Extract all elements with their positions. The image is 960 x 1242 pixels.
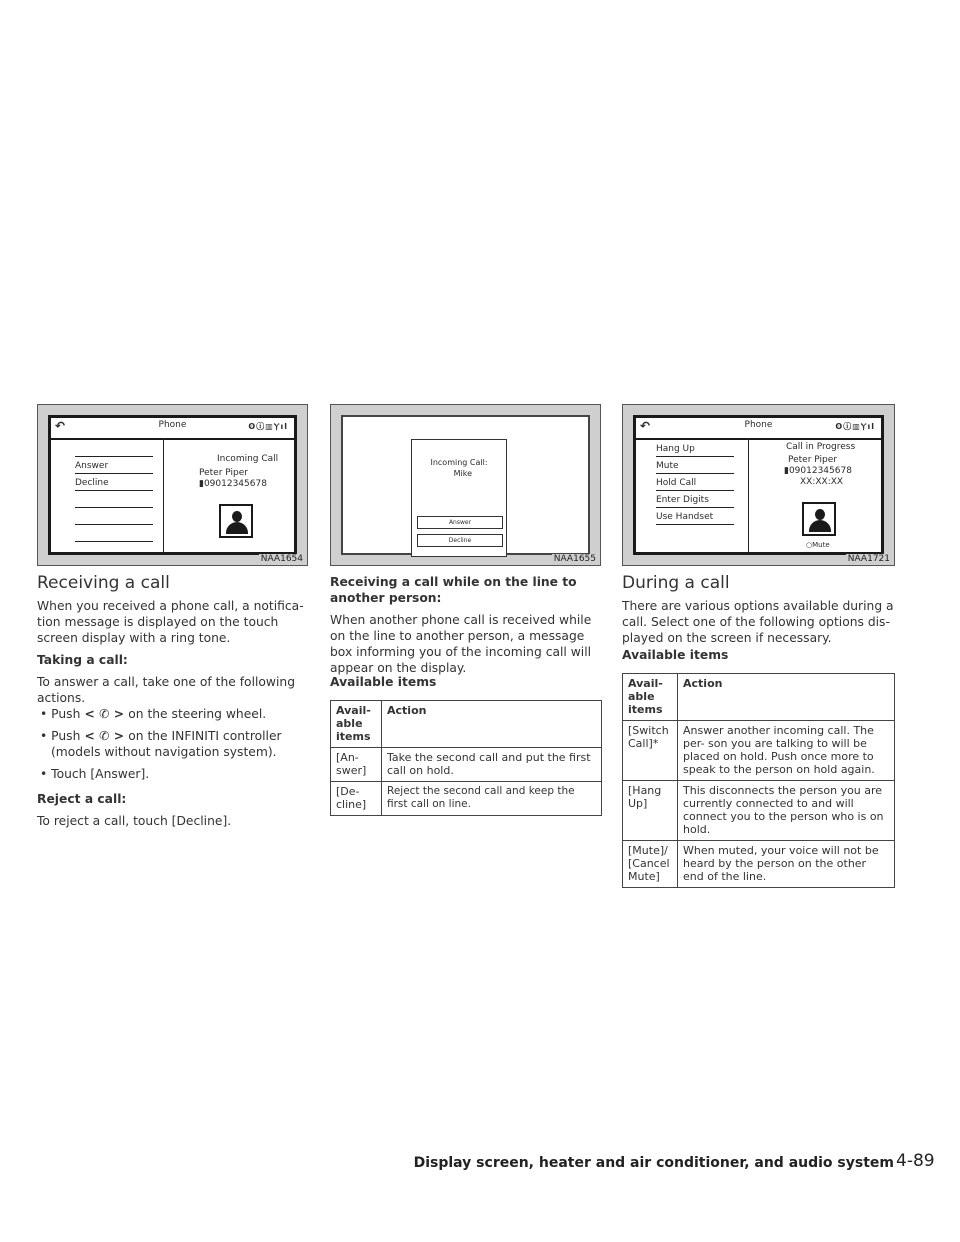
mute-label: ○Mute xyxy=(806,541,830,549)
caller-number: ▮09012345678 xyxy=(784,466,852,476)
table-cell: When muted, your voice will not be heard by the person on the other end of the line. xyxy=(678,841,895,888)
bullet-steering: • Push < ✆ > on the steering wheel. xyxy=(40,707,267,721)
footer-section-title: Display screen, heater and air conditioner, and audio system xyxy=(413,1155,894,1171)
caller-name: Peter Piper xyxy=(199,468,248,478)
divider xyxy=(163,438,164,552)
avatar-icon xyxy=(219,504,253,538)
screen-title: Phone xyxy=(158,420,187,430)
mute-text: Mute xyxy=(812,541,830,549)
phone-screen xyxy=(341,415,590,555)
phone-title-bar xyxy=(636,418,881,440)
bullet-text: Push xyxy=(51,707,81,721)
answer-button: Answer xyxy=(417,516,503,529)
table-header: Avail- able items xyxy=(331,701,382,748)
taking-heading: Taking a call: xyxy=(37,653,128,667)
table-header: Action xyxy=(382,701,602,748)
bullet-controller: • Push < ✆ > on the INFINITI controller xyxy=(40,729,282,743)
during-call-table xyxy=(622,673,895,888)
caller-info xyxy=(199,454,278,490)
number-text: 09012345678 xyxy=(788,466,852,476)
call-progress-heading: Call in Progress xyxy=(786,442,856,452)
reject-text: To reject a call, touch [Decline]. xyxy=(37,814,232,828)
phone-screen xyxy=(633,415,884,555)
bullet-text: on the INFINITI controller xyxy=(128,729,282,743)
taking-text: To answer a call, take one of the following actions. xyxy=(37,675,296,705)
bullet-controller-cont: (models without navigation system). xyxy=(51,745,277,759)
back-icon: ↶ xyxy=(640,419,651,433)
screen-title: Phone xyxy=(744,420,773,430)
caller-name: Peter Piper xyxy=(788,455,837,465)
page-number: 4-89 xyxy=(896,1151,935,1171)
table-header: Avail- able items xyxy=(623,674,678,721)
menu-item xyxy=(75,525,153,542)
divider xyxy=(748,438,749,552)
section-heading-receiving: Receiving a call xyxy=(37,573,170,593)
number-text: 09012345678 xyxy=(203,479,267,489)
reject-heading: Reject a call: xyxy=(37,792,127,806)
phone-screen xyxy=(48,415,297,555)
table-header-row xyxy=(623,674,895,721)
status-icons: ʘⓘ▥Ⲩıl xyxy=(835,422,875,431)
figure-code: NAA1721 xyxy=(847,554,890,564)
table-cell: [Switch Call]* xyxy=(623,721,678,781)
figure-receiving-call xyxy=(37,404,308,566)
caller-info xyxy=(770,442,855,488)
section-heading-during-call: During a call xyxy=(622,573,730,593)
dialog-title: Incoming Call: xyxy=(430,458,488,467)
figure-code: NAA1655 xyxy=(553,554,596,564)
figure-call-waiting xyxy=(330,404,601,566)
menu-item-use-handset: Use Handset xyxy=(656,508,734,525)
table-cell: [Hang Up] xyxy=(623,781,678,841)
caller-number: ▮09012345678 xyxy=(199,479,267,489)
table-cell: [An- swer] xyxy=(331,748,382,782)
available-items-heading: Available items xyxy=(622,648,729,662)
during-call-text: There are various options available during a call. Select one of the following options dis- played on the screen if necessary. xyxy=(622,599,894,645)
menu-item xyxy=(75,508,153,525)
menu-item-hold-call: Hold Call xyxy=(656,474,734,491)
menu-item-hang-up: Hang Up xyxy=(656,440,734,457)
call-timer: XX:XX:XX xyxy=(800,477,844,487)
figure-during-call xyxy=(622,404,895,566)
menu-item xyxy=(75,440,153,457)
phone-title-bar xyxy=(51,418,294,440)
incoming-heading: Incoming Call xyxy=(217,454,279,464)
bullet-text: Touch [Answer]. xyxy=(51,767,150,781)
bullet-touch: • Touch [Answer]. xyxy=(40,767,150,781)
table-cell: [Mute]/ [Cancel Mute] xyxy=(623,841,678,888)
dialog-caller: Mike xyxy=(453,469,472,478)
incoming-dialog xyxy=(411,439,507,557)
bullet-text: on the steering wheel. xyxy=(128,707,267,721)
menu-item-mute: Mute xyxy=(656,457,734,474)
call-menu xyxy=(75,440,153,542)
table-row xyxy=(623,841,895,888)
phone-button-icon: < ✆ > xyxy=(84,707,125,721)
menu-item-decline: Decline xyxy=(75,474,153,491)
call-waiting-heading: Receiving a call while on the line to another person: xyxy=(330,575,577,605)
available-items-heading: Available items xyxy=(330,675,437,689)
table-row xyxy=(623,781,895,841)
table-header: Action xyxy=(678,674,895,721)
avatar-icon xyxy=(802,502,836,536)
receiving-intro: When you received a phone call, a notifica- tion message is displayed on the touch screen display with a ring tone. xyxy=(37,599,304,645)
bullet-text: Push xyxy=(51,729,81,743)
back-icon: ↶ xyxy=(55,419,66,433)
call-menu xyxy=(656,440,734,525)
menu-item-answer: Answer xyxy=(75,457,153,474)
phone-button-icon: < ✆ > xyxy=(84,729,125,743)
call-waiting-text: When another phone call is received while on the line to another person, a message box informing you of the incoming call will appear on the display. xyxy=(330,613,592,675)
call-waiting-table xyxy=(330,700,602,816)
menu-item xyxy=(75,491,153,508)
table-cell: Reject the second call and keep the first call on line. xyxy=(382,782,602,816)
table-row xyxy=(331,748,602,782)
table-row xyxy=(623,721,895,781)
status-icons: ʘⓘ▥Ⲩıl xyxy=(248,422,288,431)
table-row xyxy=(331,782,602,816)
table-cell: [De- cline] xyxy=(331,782,382,816)
table-header-row xyxy=(331,701,602,748)
figure-code: NAA1654 xyxy=(260,554,303,564)
table-cell: Take the second call and put the first call on hold. xyxy=(382,748,602,782)
table-cell: Answer another incoming call. The per- son you are talking to will be placed on hold. Push once more to speak to the person on hold again. xyxy=(678,721,895,781)
decline-button: Decline xyxy=(417,534,503,547)
table-cell: This disconnects the person you are currently connected to and will connect you to the person who is on hold. xyxy=(678,781,895,841)
menu-item-enter-digits: Enter Digits xyxy=(656,491,734,508)
